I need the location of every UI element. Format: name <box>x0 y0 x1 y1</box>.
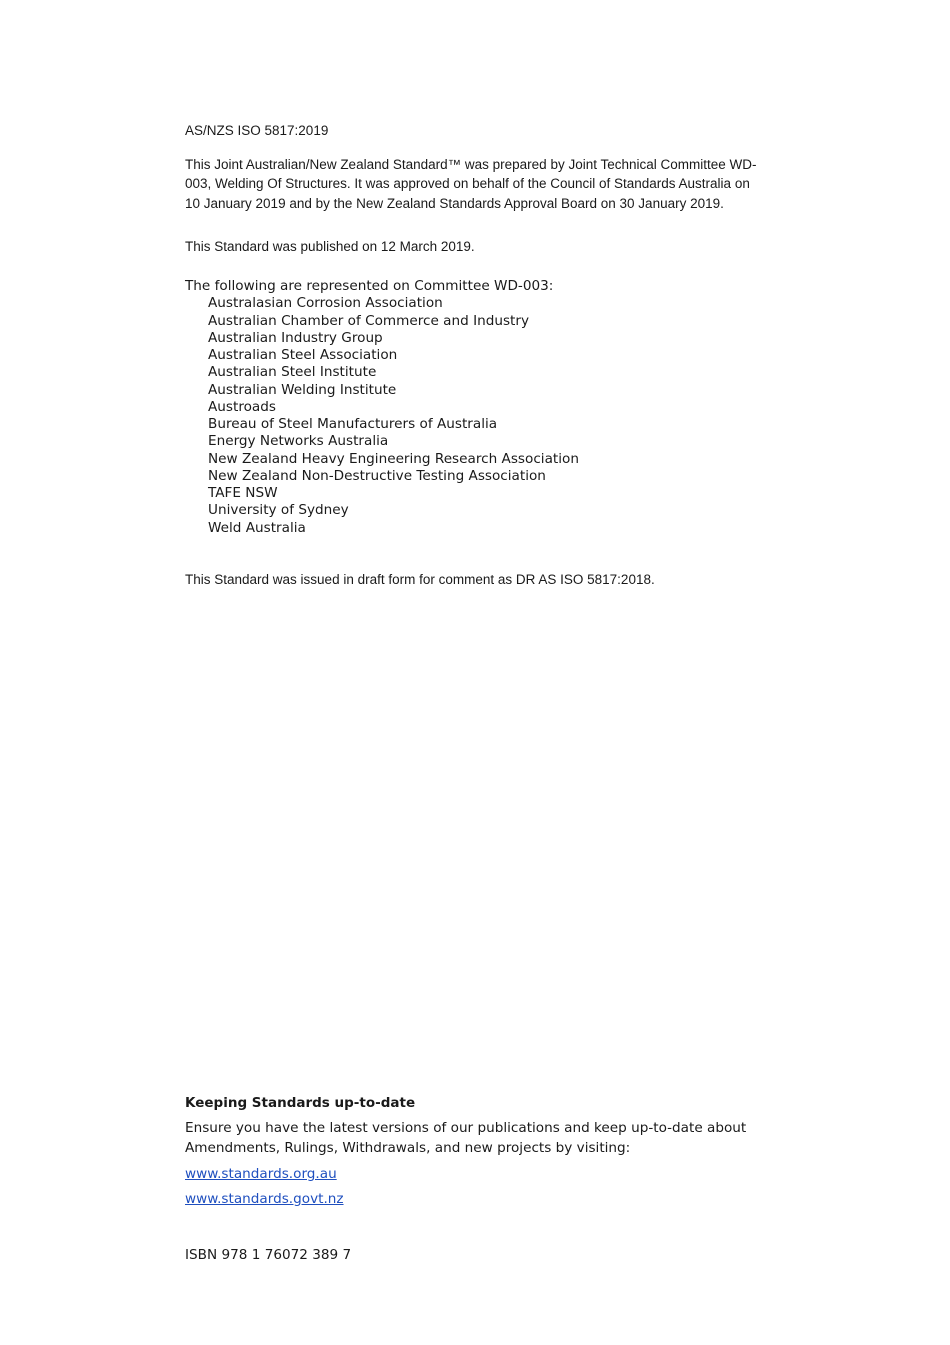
committee-member: Australian Industry Group <box>208 329 383 346</box>
committee-member: Energy Networks Australia <box>208 433 389 450</box>
committee-member: Bureau of Steel Manufacturers of Australia <box>208 416 498 432</box>
standards-australia-link[interactable]: www.standards.org.au <box>185 1166 337 1182</box>
committee-member: Austroads <box>208 398 276 415</box>
draft-statement: This Standard was issued in draft form for comment as DR AS ISO 5817:2018. <box>185 572 655 587</box>
committee-member: Australasian Corrosion Association <box>208 295 443 312</box>
document-id: AS/NZS ISO 5817:2019 <box>185 123 329 138</box>
committee-member: New Zealand Non-Destructive Testing Association <box>208 467 546 484</box>
committee-member: TAFE NSW <box>208 485 278 501</box>
publication-date-statement: This Standard was published on 12 March 2019. <box>185 239 475 254</box>
committee-member: Weld Australia <box>208 519 306 536</box>
standards-new-zealand-link[interactable]: www.standards.govt.nz <box>185 1191 344 1207</box>
committee-member: University of Sydney <box>208 502 349 519</box>
isbn-number: ISBN 978 1 76072 389 7 <box>185 1247 352 1263</box>
committee-member: Australian Steel Association <box>208 347 398 363</box>
preparation-statement: This Joint Australian/New Zealand Standard™ was prepared by Joint Technical Committee WD-003, Welding Of Structures. It was approved on behalf of the Council of Standards Australia on 10 January 2019 and by the New Zealand Standards Approval Board on 30 January 2019. <box>185 157 757 211</box>
committee-section <box>185 278 579 537</box>
committee-intro: The following are represented on Committee WD-003: <box>185 278 554 294</box>
committee-member: Australian Chamber of Commerce and Industry <box>208 312 529 329</box>
keeping-up-to-date-body: Ensure you have the latest versions of our publications and keep up-to-date about Amendments, Rulings, Withdrawals, and new projects by visiting: <box>185 1120 747 1156</box>
committee-member-list <box>185 295 579 537</box>
keeping-up-to-date-heading: Keeping Standards up-to-date <box>185 1095 416 1111</box>
committee-member: Australian Welding Institute <box>208 381 397 398</box>
committee-member: Australian Steel Institute <box>208 364 377 381</box>
committee-member: New Zealand Heavy Engineering Research Association <box>208 450 579 467</box>
